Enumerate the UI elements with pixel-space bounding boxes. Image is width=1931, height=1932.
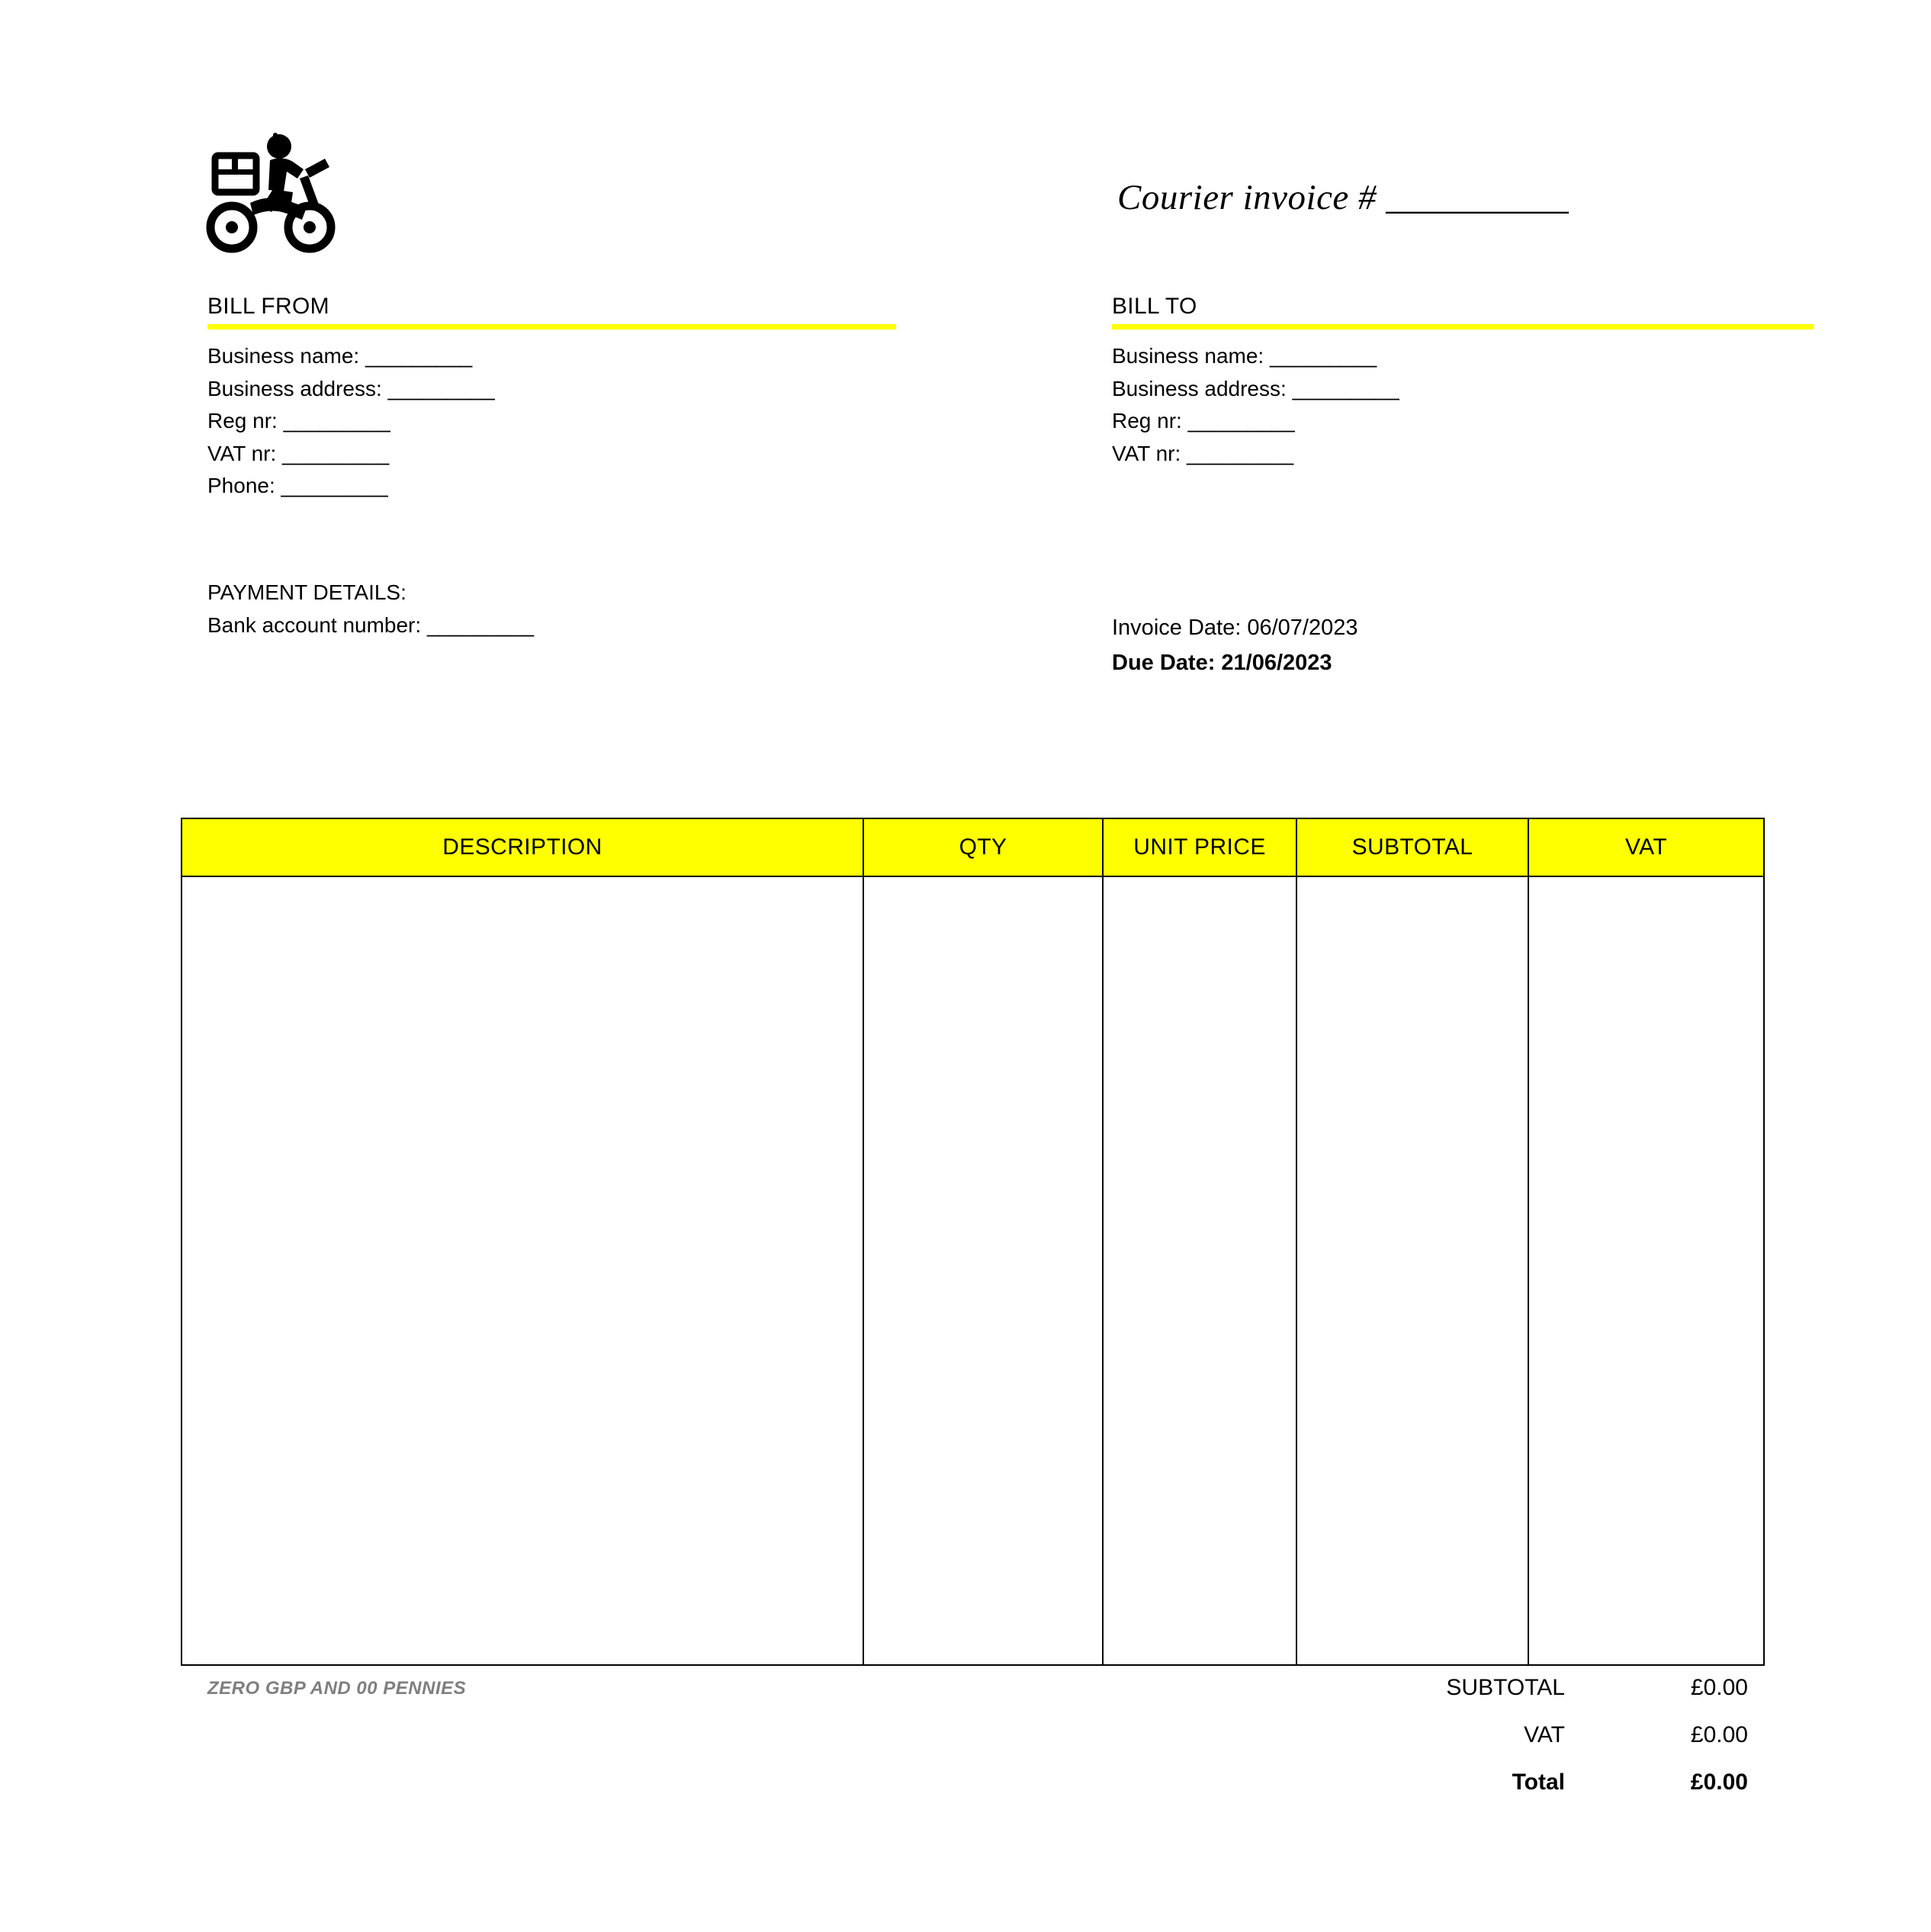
column-header-qty: QTY (863, 818, 1103, 876)
line-items-table (181, 818, 1765, 1666)
payment-details-heading: PAYMENT DETAILS: (207, 580, 406, 604)
bill-to-business-address[interactable]: Business address: _________ (1112, 376, 1399, 400)
column-header-vat: VAT (1528, 818, 1764, 876)
table-row (182, 876, 1764, 1665)
totals-value-vat: £0.00 (1690, 1722, 1748, 1747)
column-header-description: DESCRIPTION (182, 818, 863, 876)
courier-scooter-icon (197, 130, 342, 259)
cell-qty[interactable] (863, 876, 1103, 1665)
cell-vat[interactable] (1528, 876, 1764, 1665)
bill-from-business-name[interactable]: Business name: _________ (207, 344, 473, 368)
cell-subtotal[interactable] (1296, 876, 1528, 1665)
invoice-dates-block (1112, 610, 1357, 681)
table-header-row (182, 818, 1764, 876)
bill-from-block (207, 294, 894, 503)
amount-in-words: ZERO GBP AND 00 PENNIES (207, 1678, 467, 1699)
totals-row-vat (1296, 1712, 1748, 1759)
invoice-date: Invoice Date: 06/07/2023 (1112, 616, 1358, 640)
bill-to-fields (1112, 340, 1814, 470)
bill-from-heading: BILL FROM (207, 294, 329, 319)
bill-to-block (1112, 294, 1814, 470)
totals-label-total: Total (1512, 1770, 1565, 1795)
bill-from-phone[interactable]: Phone: _________ (207, 474, 388, 498)
payment-details-bank-account[interactable]: Bank account number: _________ (207, 613, 535, 638)
bill-to-vat-nr[interactable]: VAT nr: _________ (1112, 441, 1294, 465)
totals-label-subtotal: SUBTOTAL (1446, 1675, 1565, 1700)
bill-from-fields (207, 340, 894, 503)
bill-from-reg-nr[interactable]: Reg nr: _________ (207, 409, 390, 433)
totals-value-total: £0.00 (1690, 1770, 1748, 1795)
bill-to-reg-nr[interactable]: Reg nr: _________ (1112, 409, 1295, 433)
totals-row-subtotal (1296, 1664, 1748, 1712)
cell-unit-price[interactable] (1103, 876, 1296, 1665)
bill-to-heading: BILL TO (1112, 294, 1197, 319)
bill-to-business-name[interactable]: Business name: _________ (1112, 344, 1377, 368)
cell-description[interactable] (182, 876, 863, 1665)
totals-value-subtotal: £0.00 (1690, 1675, 1748, 1700)
column-header-unit-price: UNIT PRICE (1103, 818, 1296, 876)
totals-block (1296, 1664, 1748, 1806)
bill-from-business-address[interactable]: Business address: _________ (207, 376, 495, 400)
page-title: Courier invoice # __________ (1117, 178, 1570, 217)
bill-to-divider (1112, 324, 1814, 330)
totals-row-total (1296, 1759, 1748, 1806)
totals-label-vat: VAT (1524, 1722, 1565, 1747)
due-date: Due Date: 21/06/2023 (1112, 651, 1332, 676)
bill-from-vat-nr[interactable]: VAT nr: _________ (207, 441, 390, 465)
payment-details-block (207, 576, 534, 642)
bill-from-divider (207, 324, 896, 330)
column-header-subtotal: SUBTOTAL (1296, 818, 1528, 876)
